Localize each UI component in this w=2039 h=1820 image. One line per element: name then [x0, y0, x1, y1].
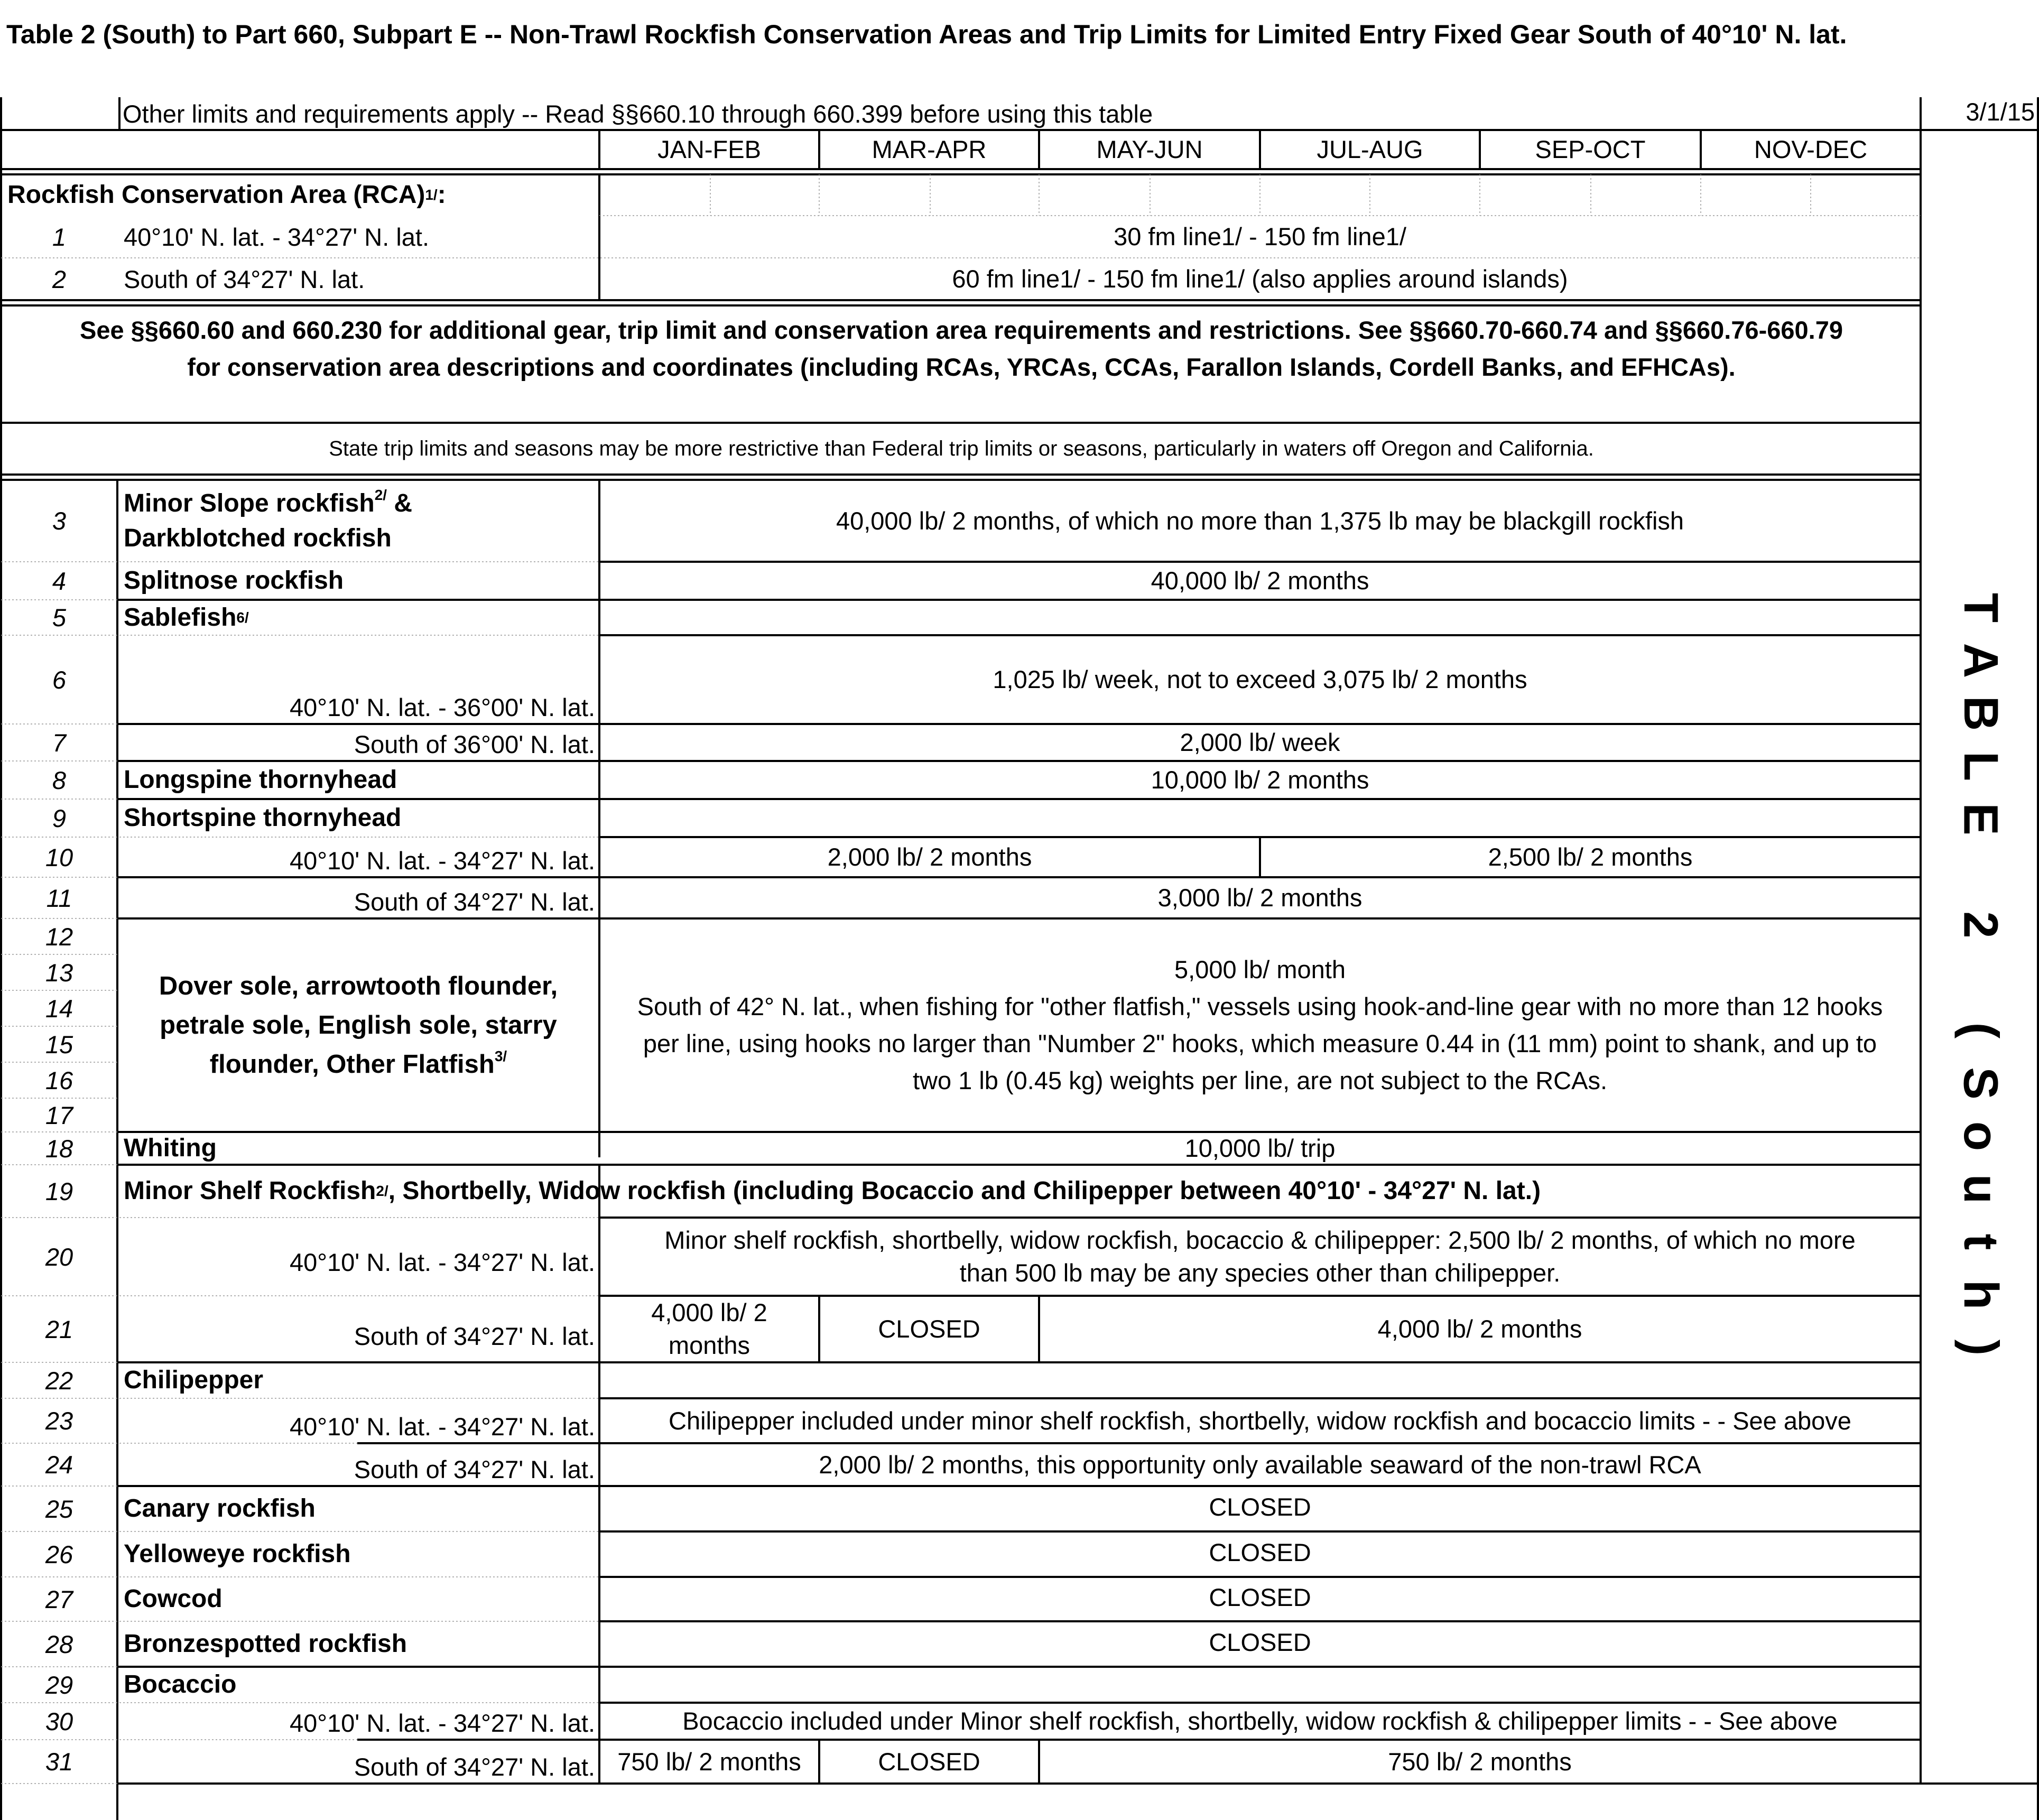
- trip-limit: 2,000 lb/ 2 months, this opportunity only available seaward of the non-trawl RCA: [819, 1450, 1701, 1479]
- closed-period: CLOSED: [1209, 1538, 1311, 1566]
- side-label-char: ): [1953, 1339, 2008, 1356]
- area-label: 40°10' N. lat. - 34°27' N. lat.: [289, 1413, 595, 1441]
- row-number: 5: [52, 603, 67, 632]
- period-header: JUL-AUG: [1317, 135, 1423, 163]
- gear-notice-line1: See §§660.60 and 660.230 for additional gear, trip limit and conservation area requirements and restrictions. See §§660.70-660.74 and §§660.76-660.79: [79, 316, 1843, 344]
- side-label-char: t: [1953, 1233, 2008, 1250]
- species-label: Minor Shelf Rockfish 2/ , Shortbelly, Widow rockfish (including Bocaccio and Chilipepper between 40°10' - 34°27' N. lat.): [124, 1177, 1541, 1205]
- gear-notice-line2: for conservation area descriptions and coordinates (including RCAs, YRCAs, CCAs, Farallon Islands, Cordell Banks, and EFHCAs).: [187, 353, 1736, 381]
- species-label: Minor Slope rockfish$^{2/}$ & Darkblotched rockfish: [124, 486, 413, 552]
- row-number: 14: [45, 994, 73, 1023]
- row-number: 8: [52, 766, 67, 794]
- area-label: South of 34°27' N. lat.: [354, 1322, 595, 1350]
- side-label-char: 2: [1953, 911, 2008, 939]
- species-label: Bronzespotted rockfish: [124, 1630, 407, 1658]
- usage-note: Other limits and requirements apply -- Read §§660.10 through 660.399 before using this table: [123, 100, 1153, 128]
- trip-limit: Minor shelf rockfish, shortbelly, widow rockfish, bocaccio & chilipepper: 2,500 lb/ 2 months, of which no more than 500 lb may be any species other than chilipepper.: [664, 1226, 1856, 1287]
- row-number: 11: [46, 884, 72, 912]
- period-header: SEP-OCT: [1535, 135, 1646, 163]
- row-number: 17: [45, 1101, 73, 1129]
- area-label: 40°10' N. lat. - 34°27' N. lat.: [289, 1709, 595, 1737]
- species-label: Bocaccio: [124, 1670, 237, 1698]
- row-number: 24: [45, 1451, 73, 1479]
- row-number: 2: [52, 265, 67, 293]
- trip-limit: Chilipepper included under minor shelf rockfish, shortbelly, widow rockfish and bocaccio limits - - See above: [669, 1406, 1851, 1435]
- species-label: Yelloweye rockfish: [124, 1540, 351, 1568]
- row-number: 16: [45, 1066, 73, 1094]
- period-header: JAN-FEB: [657, 135, 761, 163]
- rca-heading: Rockfish Conservation Area (RCA) 1/ :: [7, 181, 446, 209]
- row-number: 25: [45, 1494, 73, 1523]
- period-header: MAR-APR: [872, 135, 987, 163]
- species-label: Splitnose rockfish: [124, 567, 344, 595]
- trip-limit: 40,000 lb/ 2 months: [1151, 567, 1369, 595]
- closed-period: CLOSED: [1209, 1493, 1311, 1521]
- row-number: 7: [52, 728, 67, 757]
- trip-limit: 4,000 lb/ 2 months: [651, 1298, 767, 1359]
- area-label: 40°10' N. lat. - 36°00' N. lat.: [289, 693, 595, 721]
- species-label: Chilipepper: [124, 1366, 264, 1394]
- area-label: South of 34°27' N. lat.: [354, 888, 595, 916]
- closed-period: CLOSED: [1209, 1583, 1311, 1611]
- row-number: 6: [52, 665, 67, 694]
- area-label: South of 34°27' N. lat.: [354, 1455, 595, 1483]
- trip-limit: 3,000 lb/ 2 months: [1157, 884, 1363, 912]
- species-label: Dover sole, arrowtooth flounder, petrale sole, English sole, starry flounder, Other Flatfish$^{3/}$: [159, 972, 558, 1079]
- trip-limit: 10,000 lb/ 2 months: [1151, 766, 1369, 794]
- rca-area-label: South of 34°27' N. lat.: [124, 265, 365, 293]
- trip-limit: 40,000 lb/ 2 months, of which no more than 1,375 lb may be blackgill rockfish: [836, 506, 1684, 535]
- row-number: 18: [45, 1134, 73, 1163]
- side-label-char: o: [1953, 1121, 2008, 1152]
- row-number: 19: [45, 1177, 73, 1205]
- side-label-char: L: [1953, 751, 2008, 782]
- rca-value: 30 fm line1/ - 150 fm line1/: [1114, 222, 1406, 250]
- side-label-char: A: [1953, 643, 2008, 679]
- species-label: Canary rockfish: [124, 1494, 316, 1522]
- closed-period: CLOSED: [878, 1315, 980, 1343]
- species-label: Longspine thornyhead: [124, 766, 397, 794]
- row-number: 30: [45, 1707, 73, 1735]
- state-notice: State trip limits and seasons may be more restrictive than Federal trip limits or seasons, particularly in waters off Oregon and California.: [329, 437, 1594, 460]
- trip-limit: Bocaccio included under Minor shelf rockfish, shortbelly, widow rockfish & chilipepper limits - - See above: [682, 1707, 1838, 1735]
- trip-limit: 5,000 lb/ month South of 42° N. lat., when fishing for "other flatfish," vessels using hook-and-line gear with no more than 12 hooks per line, using hooks no larger than "Number 2" hooks, which measure 0.44 in (11 mm) point to shank, and up to two 1 lb (0.45 kg) weights per line, are not subject to the RCAs.: [637, 955, 1883, 1094]
- page-title: Table 2 (South) to Part 660, Subpart E -- Non-Trawl Rockfish Conservation Areas and Trip Limits for Limited Entry Fixed Gear South of 40°10' N. lat.: [6, 20, 1847, 49]
- row-number: 22: [45, 1366, 73, 1395]
- side-label-char: S: [1954, 1067, 2008, 1100]
- side-label-char: T: [1953, 592, 2008, 623]
- trip-limit: 750 lb/ 2 months: [617, 1747, 801, 1776]
- area-label: 40°10' N. lat. - 34°27' N. lat.: [289, 1248, 595, 1276]
- species-label: Sablefish 6/: [124, 603, 249, 632]
- closed-period: CLOSED: [1209, 1628, 1311, 1656]
- row-number: 27: [45, 1585, 73, 1613]
- side-label-char: E: [1954, 803, 2008, 835]
- side-label-char: u: [1953, 1174, 2008, 1204]
- row-number: 28: [45, 1630, 73, 1658]
- row-number: 31: [45, 1748, 73, 1776]
- area-label: 40°10' N. lat. - 34°27' N. lat.: [289, 847, 595, 875]
- row-number: 20: [45, 1242, 73, 1271]
- species-label: Cowcod: [124, 1585, 223, 1613]
- row-number: 29: [45, 1670, 73, 1699]
- species-label: Shortspine thornyhead: [124, 804, 402, 832]
- row-number: 21: [45, 1315, 73, 1343]
- side-label: [1922, 581, 2039, 1374]
- row-number: 15: [45, 1030, 73, 1058]
- period-header: MAY-JUN: [1096, 135, 1203, 163]
- closed-period: CLOSED: [878, 1747, 980, 1776]
- side-label-char: B: [1953, 695, 2008, 731]
- row-number: 26: [45, 1540, 73, 1568]
- side-label-char: (: [1953, 1022, 2008, 1039]
- trip-limit: 2,000 lb/ 2 months: [827, 843, 1032, 871]
- side-label-char: [1954, 865, 2007, 879]
- trip-limit: 1,025 lb/ week, not to exceed 3,075 lb/ 2 months: [993, 665, 1527, 693]
- row-number: 4: [52, 567, 67, 595]
- row-number: 3: [52, 507, 67, 535]
- row-number: 10: [45, 843, 73, 871]
- trip-limit: 750 lb/ 2 months: [1388, 1747, 1572, 1776]
- row-number: 23: [45, 1407, 73, 1435]
- species-label: Whiting: [124, 1134, 217, 1162]
- area-label: South of 36°00' N. lat.: [354, 730, 595, 758]
- effective-date: 3/1/15: [1966, 98, 2035, 126]
- side-label-char: h: [1953, 1279, 2008, 1310]
- trip-limit: 10,000 lb/ trip: [1184, 1134, 1336, 1162]
- trip-limit: 4,000 lb/ 2 months: [1377, 1315, 1582, 1343]
- row-number: 1: [52, 222, 67, 251]
- period-header: NOV-DEC: [1754, 135, 1868, 163]
- row-number: 13: [45, 958, 73, 987]
- rca-value: 60 fm line1/ - 150 fm line1/ (also applies around islands): [952, 265, 1568, 293]
- side-label-char: [1954, 971, 2007, 985]
- trip-limit: 2,000 lb/ week: [1180, 728, 1340, 756]
- trip-limit: 2,500 lb/ 2 months: [1488, 843, 1693, 871]
- row-number: 9: [52, 804, 67, 832]
- rca-area-label: 40°10' N. lat. - 34°27' N. lat.: [124, 222, 430, 251]
- area-label: South of 34°27' N. lat.: [354, 1753, 595, 1781]
- row-number: 12: [45, 922, 73, 951]
